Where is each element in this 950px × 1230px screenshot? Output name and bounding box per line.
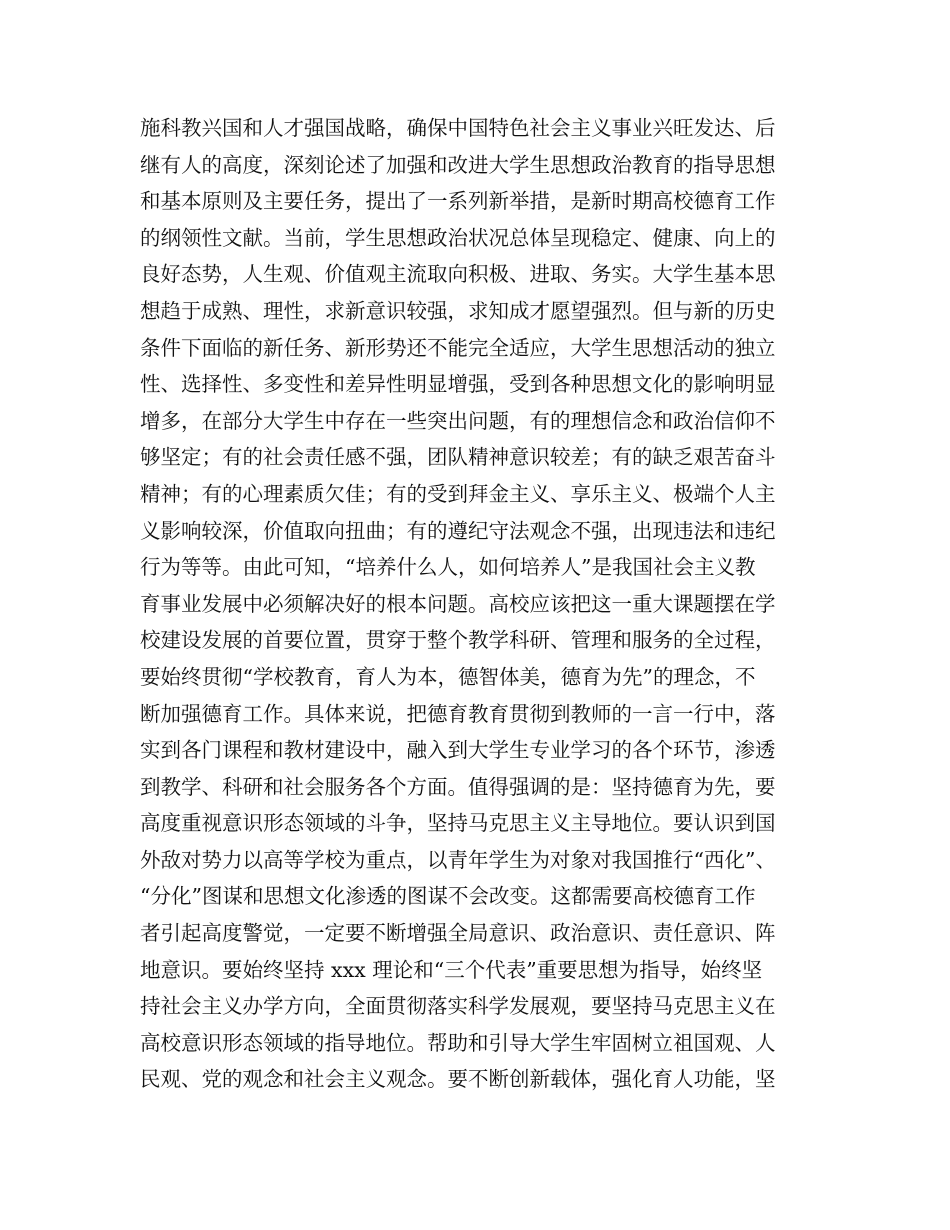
text-line: 义影响较深，价值取向扭曲；有的遵纪守法观念不强，出现违法和违纪 bbox=[140, 518, 776, 543]
text-line: “分化”图谋和思想文化渗透的图谋不会改变。这都需要高校德育工作 bbox=[140, 884, 756, 909]
text-line: 育事业发展中必须解决好的根本问题。高校应该把这一重大课题摆在学 bbox=[140, 591, 776, 616]
text-line: 够坚定；有的社会责任感不强，团队精神意识较差；有的缺乏艰苦奋斗 bbox=[140, 445, 776, 470]
text-line: 外敌对势力以高等学校为重点，以青年学生为对象对我国推行“西化”、 bbox=[140, 847, 776, 872]
text-line: 增多，在部分大学生中存在一些突出问题，有的理想信念和政治信仰不 bbox=[140, 408, 776, 433]
text-line: 继有人的高度，深刻论述了加强和改进大学生思想政治教育的指导思想 bbox=[140, 152, 776, 177]
text-line: 断加强德育工作。具体来说，把德育教育贯彻到教师的一言一行中，落 bbox=[140, 701, 776, 726]
text-line: 到教学、科研和社会服务各个方面。值得强调的是：坚持德育为先，要 bbox=[140, 774, 776, 799]
text-line: 的纲领性文献。当前，学生思想政治状况总体呈现稳定、健康、向上的 bbox=[140, 225, 776, 250]
text-line: 要始终贯彻“学校教育，育人为本，德智体美，德育为先”的理念，不 bbox=[140, 664, 756, 689]
text-line: 行为等等。由此可知，“培养什么人，如何培养人”是我国社会主义教 bbox=[140, 555, 756, 580]
text-line: 实到各门课程和教材建设中，融入到大学生专业学习的各个环节，渗透 bbox=[140, 738, 776, 763]
text-line: 想趋于成熟、理性，求新意识较强，求知成才愿望强烈。但与新的历史 bbox=[140, 298, 776, 323]
text-line: 施科教兴国和人才强国战略，确保中国特色社会主义事业兴旺发达、后 bbox=[140, 116, 776, 140]
text-line: 和基本原则及主要任务，提出了一系列新举措，是新时期高校德育工作 bbox=[140, 189, 776, 214]
text-line: 良好态势，人生观、价值观主流取向积极、进取、务实。大学生基本思 bbox=[140, 262, 776, 287]
text-line: 精神；有的心理素质欠佳；有的受到拜金主义、享乐主义、极端个人主 bbox=[140, 481, 776, 506]
body-paragraph bbox=[140, 110, 840, 1098]
text-line: 高度重视意识形态领域的斗争，坚持马克思主义主导地位。要认识到国 bbox=[140, 811, 776, 836]
text-line: 持社会主义办学方向，全面贯彻落实科学发展观，要坚持马克思主义在 bbox=[140, 994, 776, 1019]
text-line: 民观、党的观念和社会主义观念。要不断创新载体，强化育人功能，坚 bbox=[140, 1067, 776, 1092]
text-line: 条件下面临的新任务、新形势还不能完全适应，大学生思想活动的独立 bbox=[140, 335, 776, 360]
text-line: 地意识。要始终坚持 xxx 理论和“三个代表”重要思想为指导，始终坚 bbox=[140, 957, 763, 982]
text-line: 高校意识形态领域的指导地位。帮助和引导大学生牢固树立祖国观、人 bbox=[140, 1030, 776, 1055]
text-line: 性、选择性、多变性和差异性明显增强，受到各种思想文化的影响明显 bbox=[140, 372, 776, 397]
text-line: 者引起高度警觉，一定要不断增强全局意识、政治意识、责任意识、阵 bbox=[140, 921, 776, 946]
text-line: 校建设发展的首要位置，贯穿于整个教学科研、管理和服务的全过程， bbox=[140, 628, 776, 653]
